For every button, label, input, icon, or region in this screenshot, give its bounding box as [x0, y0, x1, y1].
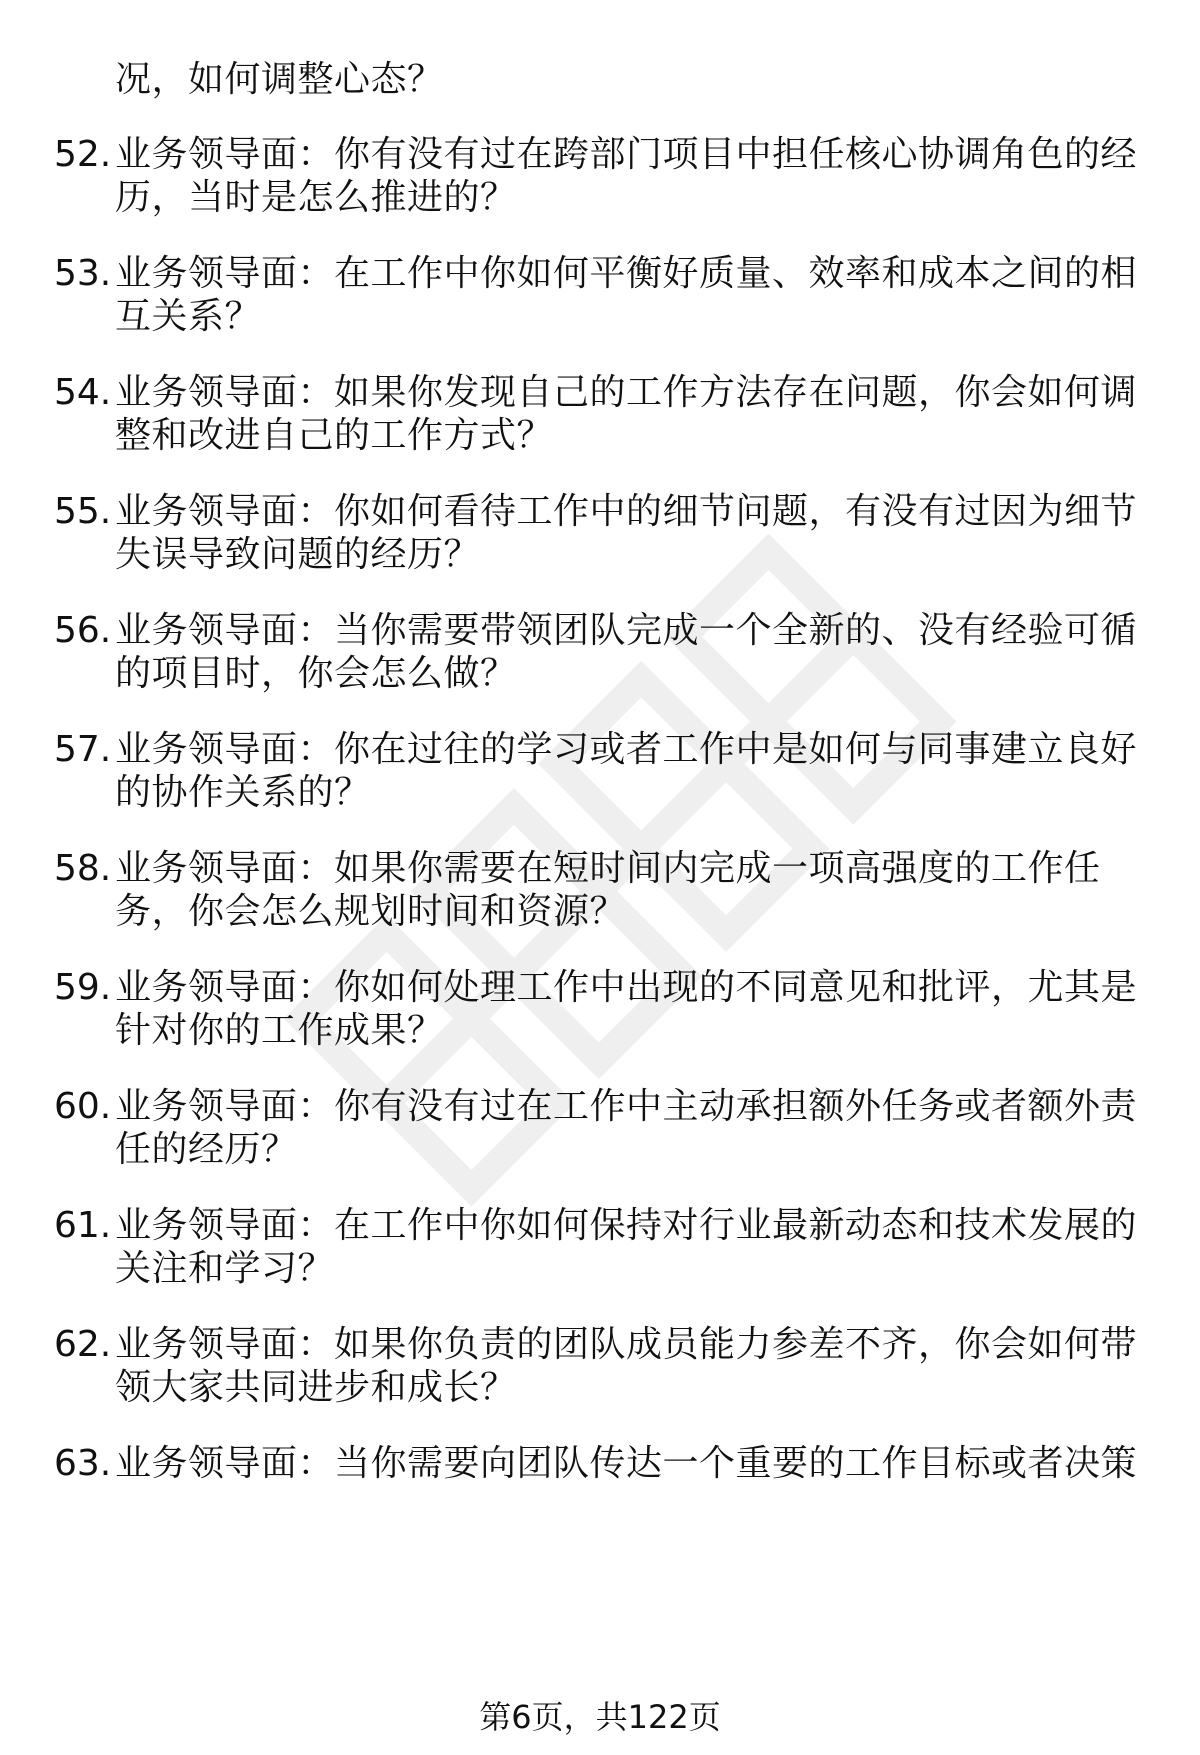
- question-text-line: 业务领导面：你如何看待工作中的细节问题，有没有过因为细节: [115, 491, 1138, 532]
- question-text-line: 历，当时是怎么推进的？: [115, 177, 517, 218]
- question-text-line: 关注和学习？: [115, 1248, 335, 1289]
- question-text-line: 业务领导面：你有没有过在跨部门项目中担任核心协调角色的经: [115, 134, 1138, 175]
- question-text-line: 任的经历？: [115, 1129, 298, 1170]
- question-number: 60.: [54, 1086, 112, 1127]
- question-number: 59.: [54, 967, 112, 1008]
- question-text-line: 业务领导面：当你需要带领团队完成一个全新的、没有经验可循: [115, 610, 1138, 651]
- question-text-line: 整和改进自己的工作方式？: [115, 415, 554, 456]
- question-number: 57.: [54, 729, 112, 770]
- question-text-line: 业务领导面：在工作中你如何保持对行业最新动态和技术发展的: [115, 1205, 1138, 1246]
- question-number: 58.: [54, 848, 112, 889]
- question-number: 55.: [54, 491, 112, 532]
- question-text-line: 业务领导面：你在过往的学习或者工作中是如何与同事建立良好: [115, 729, 1138, 770]
- question-text-line: 失误导致问题的经历？: [115, 534, 481, 575]
- question-text-line: 领大家共同进步和成长？: [115, 1367, 517, 1408]
- question-text-line: 业务领导面：如果你发现自己的工作方法存在问题，你会如何调: [115, 372, 1138, 413]
- question-text-line: 况，如何调整心态？: [115, 59, 444, 100]
- page-number-footer: 第6页，共122页: [479, 1698, 721, 1736]
- question-text-line: 互关系？: [115, 296, 262, 337]
- question-number: 63.: [54, 1443, 112, 1484]
- question-text-line: 的协作关系的？: [115, 772, 371, 813]
- question-number: 53.: [54, 253, 112, 294]
- question-text-line: 的项目时，你会怎么做？: [115, 653, 517, 694]
- question-number: 54.: [54, 372, 112, 413]
- question-text-line: 业务领导面：如果你负责的团队成员能力参差不齐，你会如何带: [115, 1324, 1138, 1365]
- question-text-line: 业务领导面：你有没有过在工作中主动承担额外任务或者额外责: [115, 1086, 1138, 1127]
- question-text-line: 业务领导面：如果你需要在短时间内完成一项高强度的工作任: [115, 848, 1101, 889]
- question-text-line: 针对你的工作成果？: [115, 1010, 444, 1051]
- question-text-line: 业务领导面：在工作中你如何平衡好质量、效率和成本之间的相: [115, 253, 1138, 294]
- question-number: 56.: [54, 610, 112, 651]
- question-number: 62.: [54, 1324, 112, 1365]
- question-text-line: 业务领导面：当你需要向团队传达一个重要的工作目标或者决策: [115, 1443, 1138, 1484]
- question-number: 52.: [54, 134, 112, 175]
- question-number: 61.: [54, 1205, 112, 1246]
- question-text-line: 业务领导面：你如何处理工作中出现的不同意见和批评，尤其是: [115, 967, 1138, 1008]
- question-text-line: 务，你会怎么规划时间和资源？: [115, 891, 627, 932]
